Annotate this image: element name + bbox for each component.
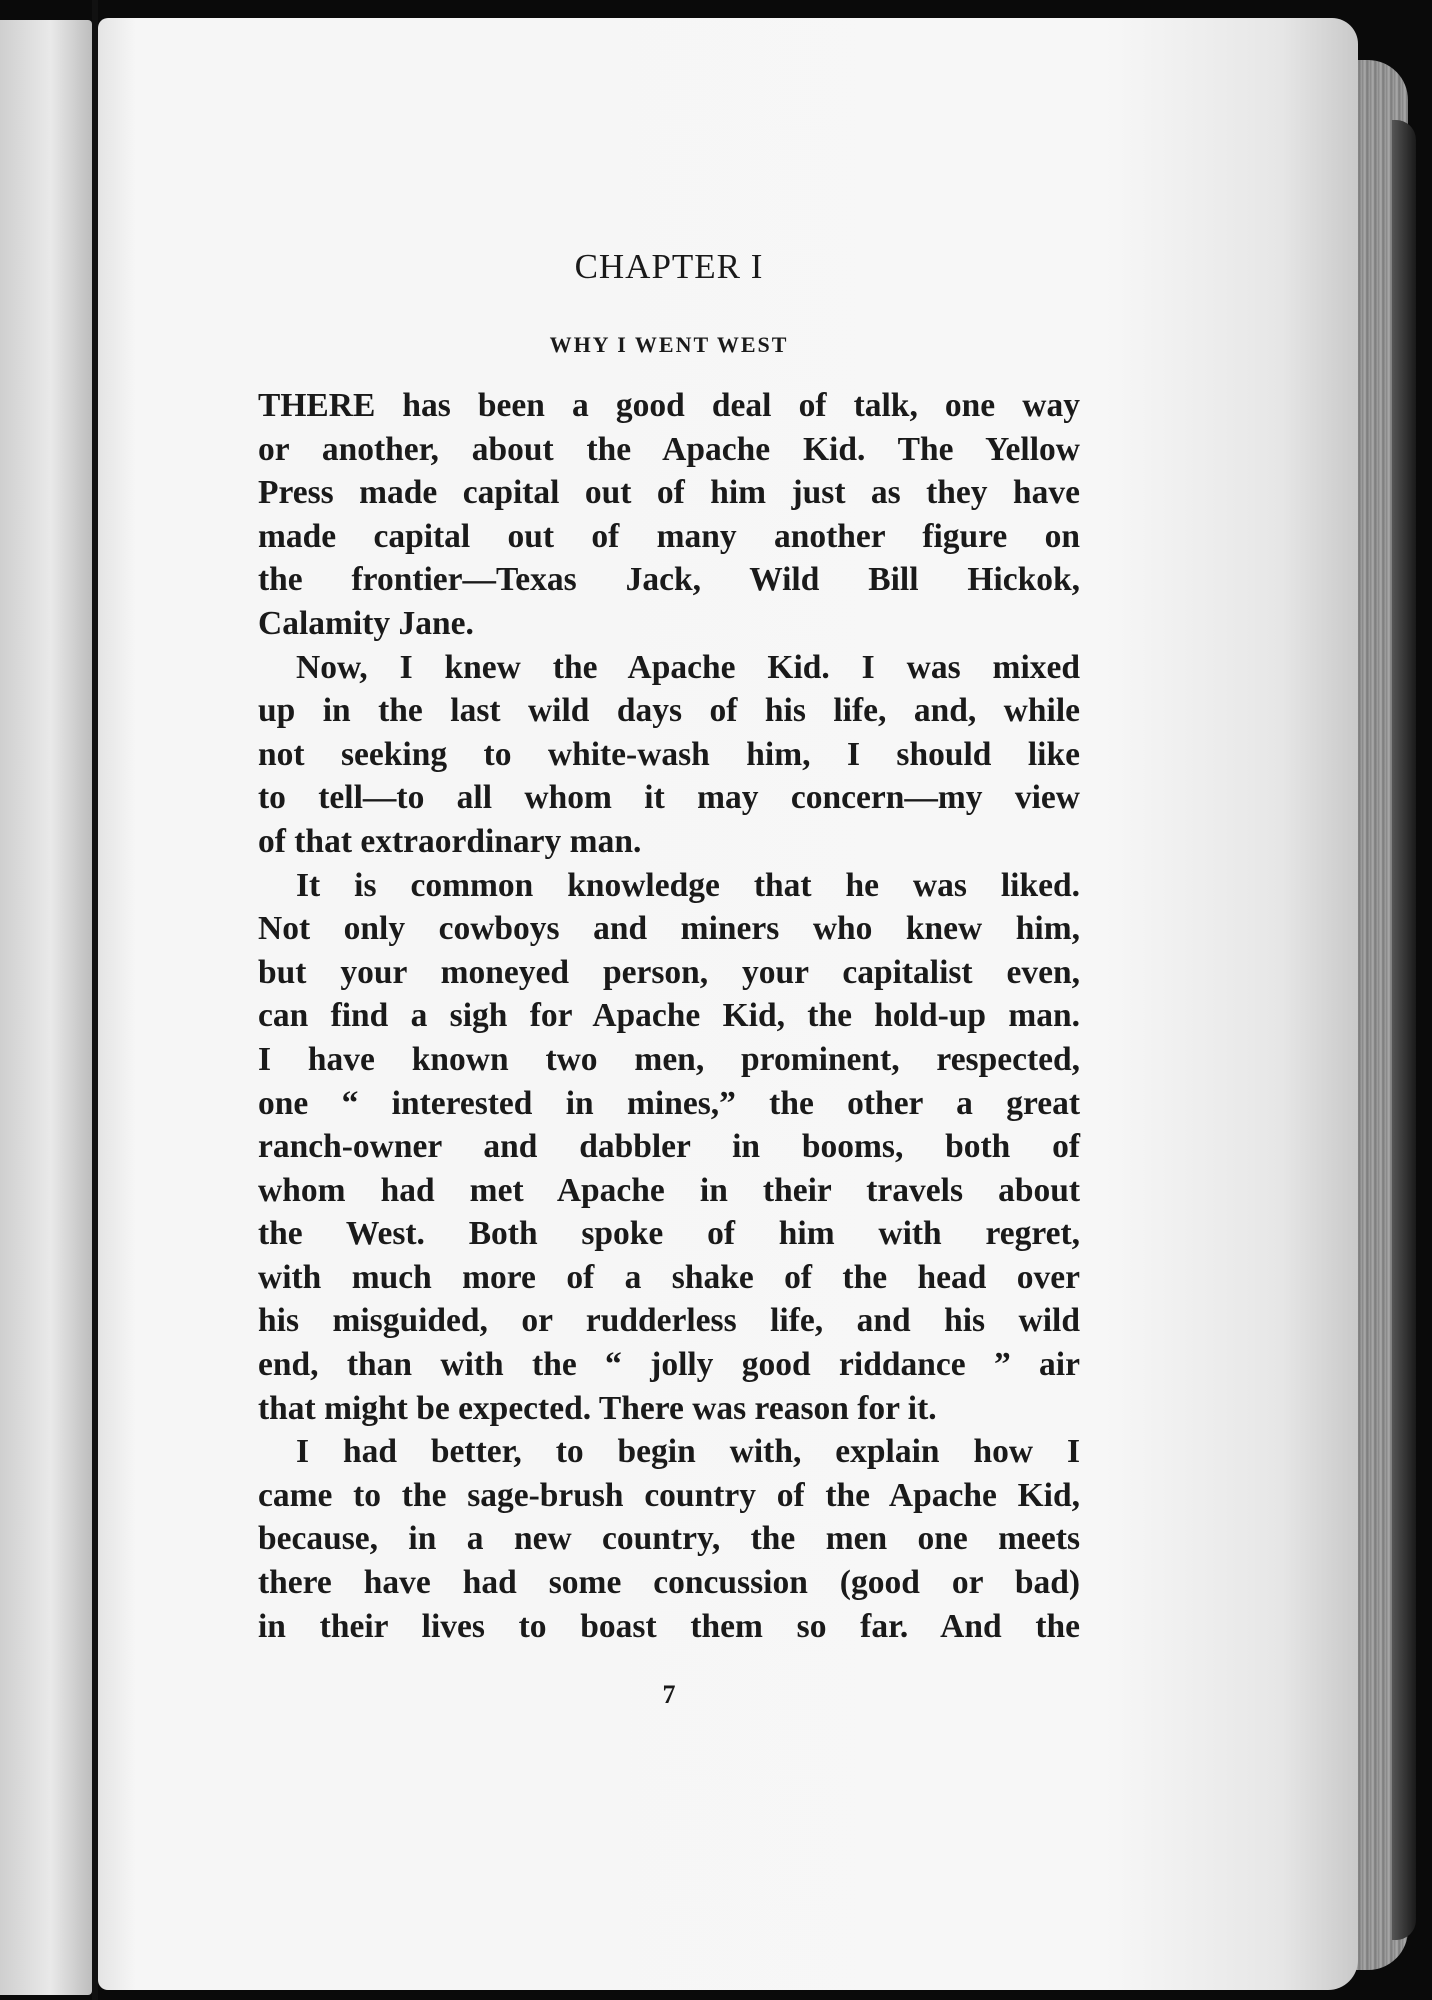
text-line: to tell—to all whom it may concern—my view — [258, 779, 1080, 817]
book-cover-edge — [1392, 120, 1416, 1940]
chapter-body — [258, 384, 1080, 1648]
text-line: there have had some concussion (good or bad) — [258, 1564, 1080, 1602]
text-line: his misguided, or rudderless life, and his wild — [258, 1302, 1080, 1340]
text-line: Calamity Jane. — [258, 604, 474, 642]
facing-page-edge — [0, 20, 92, 1995]
text-line: end, than with the “ jolly good riddance ” air — [258, 1346, 1080, 1384]
text-line: It is common knowledge that he was liked. — [296, 866, 1080, 904]
text-line: I have known two men, prominent, respected, — [258, 1040, 1080, 1078]
text-line: Press made capital out of him just as they have — [258, 474, 1080, 512]
text-line: of that extraordinary man. — [258, 822, 642, 860]
text-line: the frontier—Texas Jack, Wild Bill Hickok, — [258, 561, 1080, 599]
text-line: whom had met Apache in their travels about — [258, 1171, 1080, 1209]
text-line: or another, about the Apache Kid. The Yellow — [258, 430, 1080, 468]
text-line: Now, I knew the Apache Kid. I was mixed — [296, 648, 1080, 686]
text-line: can find a sigh for Apache Kid, the hold-up man. — [258, 997, 1080, 1035]
chapter-subtitle: WHY I WENT WEST — [549, 332, 789, 357]
text-line: because, in a new country, the men one meets — [258, 1520, 1080, 1558]
text-line: up in the last wild days of his life, and, while — [258, 692, 1080, 730]
text-line: THERE has been a good deal of talk, one way — [258, 387, 1080, 424]
text-line: I had better, to begin with, explain how I — [296, 1433, 1080, 1471]
text-line: but your moneyed person, your capitalist even, — [258, 953, 1080, 991]
text-line: made capital out of many another figure on — [258, 517, 1080, 555]
text-line: in their lives to boast them so far. And the — [258, 1607, 1080, 1645]
paragraph — [258, 646, 1080, 864]
text-line: came to the sage-brush country of the Apache Kid, — [258, 1476, 1080, 1514]
text-line: ranch-owner and dabbler in booms, both of — [258, 1128, 1080, 1166]
chapter-title: CHAPTER I — [574, 247, 764, 286]
text-line: with much more of a shake of the head over — [258, 1258, 1080, 1296]
text-line: not seeking to white-wash him, I should like — [258, 735, 1080, 773]
text-line: the West. Both spoke of him with regret, — [258, 1215, 1080, 1253]
text-line: Not only cowboys and miners who knew him, — [258, 910, 1080, 948]
text-line: one “ interested in mines,” the other a great — [258, 1084, 1080, 1122]
paragraph — [258, 864, 1080, 1431]
paragraph — [258, 384, 1080, 646]
paragraph — [258, 1430, 1080, 1648]
text-line: that might be expected. There was reason for it. — [258, 1389, 937, 1427]
page-number: 7 — [662, 1680, 676, 1709]
